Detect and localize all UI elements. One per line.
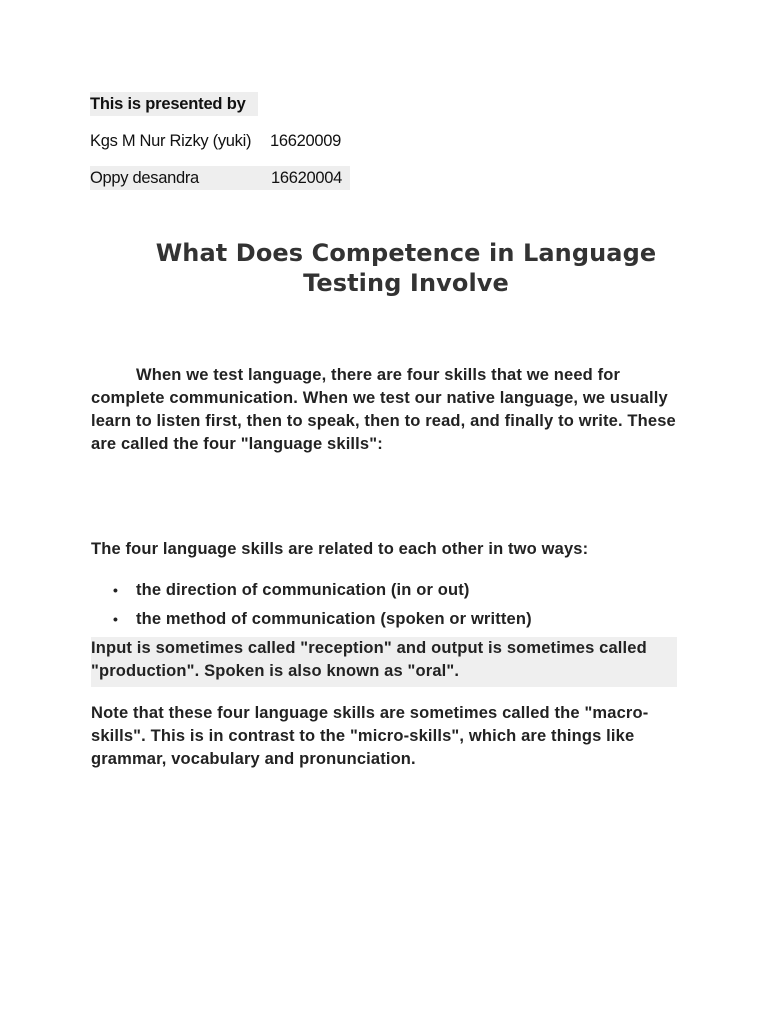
bullet-icon: • <box>113 582 119 598</box>
list-item-text: the method of communication (spoken or written) <box>136 610 532 628</box>
skill-relation-list <box>91 579 683 637</box>
presenter-row <box>90 129 352 153</box>
list-item-text: the direction of communication (in or out) <box>136 581 470 599</box>
relation-paragraph: The four language skills are related to each other in two ways: <box>91 540 589 558</box>
note-paragraph: Note that these four language skills are sometimes called the "macro-skills". This is in contrast to the "micro-skills", which are things like grammar, vocabulary and pronunciation. <box>91 704 649 768</box>
input-output-paragraph: Input is sometimes called "reception" and output is sometimes called "production". Spoken is also known as "oral". <box>91 637 677 687</box>
presenter-name: Kgs M Nur Rizky (yuki) <box>90 132 252 150</box>
bullet-icon: • <box>113 611 119 627</box>
list-item <box>91 608 683 637</box>
presenter-id: 16620004 <box>271 169 343 187</box>
title-line-1: What Does Competence in Language <box>155 239 657 267</box>
presenter-name: Oppy desandra <box>90 169 199 187</box>
list-item <box>91 579 683 608</box>
presenter-row <box>90 166 350 190</box>
document-title <box>120 238 692 298</box>
intro-paragraph: When we test language, there are four skills that we need for complete communication. When we test our native language, we usually learn to listen first, then to speak, then to read, and finally to write. These are called the four "language skills": <box>91 366 676 453</box>
presenter-id: 16620009 <box>270 132 342 150</box>
title-line-2: Testing Involve <box>303 269 509 297</box>
presenter-heading: This is presented by <box>90 92 258 116</box>
